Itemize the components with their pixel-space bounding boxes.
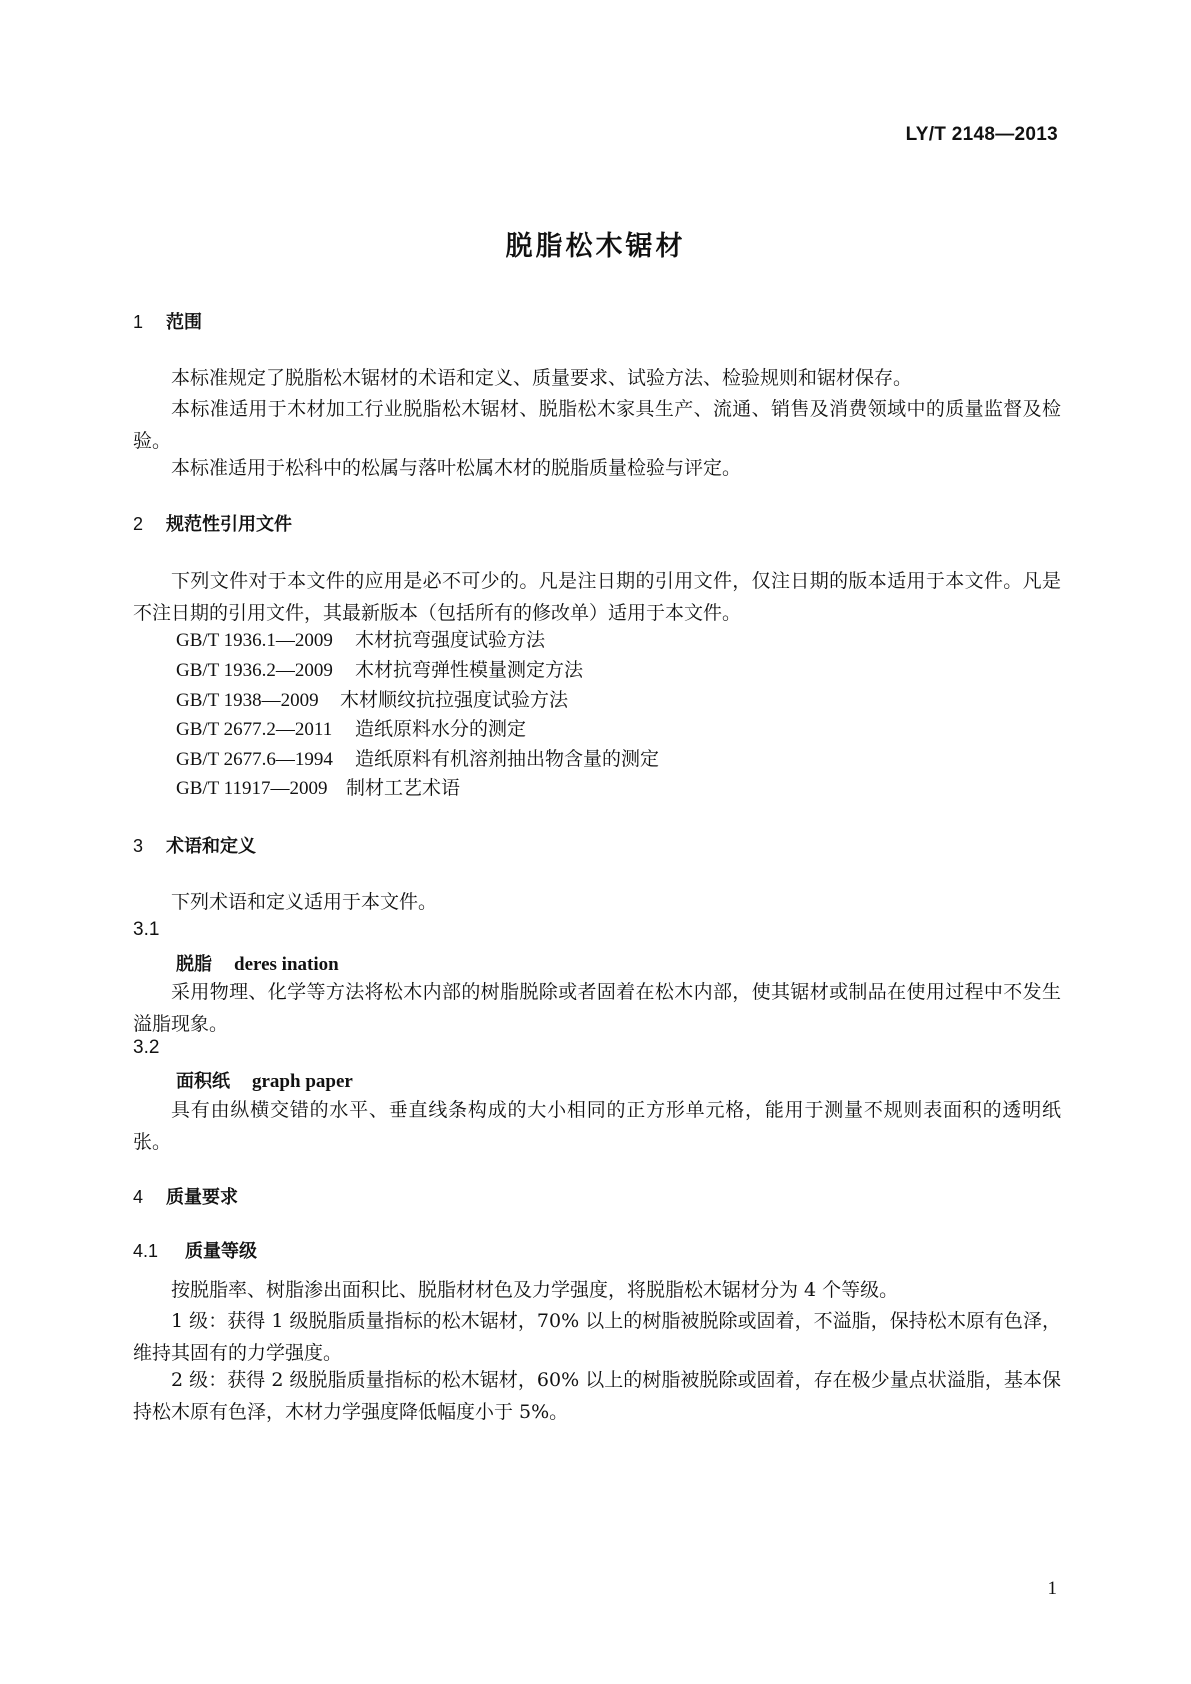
reference-item bbox=[176, 714, 526, 741]
reference-title: 制材工艺术语 bbox=[346, 777, 461, 799]
section-title: 规范性引用文件 bbox=[166, 514, 292, 535]
reference-code: GB/T 1936.2—2009 bbox=[176, 660, 333, 681]
reference-title: 木材顺纹抗拉强度试验方法 bbox=[340, 689, 569, 711]
term-chinese: 面积纸 bbox=[176, 1071, 230, 1092]
paragraph: 2 级：获得 2 级脱脂质量指标的松木锯材，60% 以上的树脂被脱除或固着，存在极少量点状溢脂，基本保持松木原有色泽，木材力学强度降低幅度小于 5%。 bbox=[133, 1369, 1061, 1423]
subsection-number: 4.1 bbox=[133, 1241, 159, 1261]
reference-code: GB/T 11917—2009 bbox=[176, 778, 328, 799]
reference-item bbox=[176, 685, 568, 712]
paragraph: 下列术语和定义适用于本文件。 bbox=[171, 891, 438, 913]
reference-title: 造纸原料水分的测定 bbox=[355, 718, 527, 740]
paragraph: 本标准适用于松科中的松属与落叶松属木材的脱脂质量检验与评定。 bbox=[171, 457, 742, 479]
standard-code: LY/T 2148—2013 bbox=[905, 124, 1058, 145]
subsection-title: 质量等级 bbox=[185, 1241, 257, 1262]
document-title: 脱脂松木锯材 bbox=[505, 231, 686, 262]
term-entry bbox=[176, 1067, 353, 1093]
term-entry bbox=[176, 950, 339, 976]
page-number: 1 bbox=[1047, 1578, 1057, 1599]
paragraph: 本标准适用于木材加工行业脱脂松木锯材、脱脂松木家具生产、流通、销售及消费领域中的质量监督及检验。 bbox=[133, 398, 1061, 452]
paragraph: 1 级：获得 1 级脱脂质量指标的松木锯材，70% 以上的树脂被脱除或固着，不溢脂，保持松木原有色泽，维持其固有的力学强度。 bbox=[133, 1310, 1061, 1364]
term-english: deres ination bbox=[234, 954, 339, 975]
section-heading-normative-references bbox=[133, 510, 292, 536]
reference-title: 木材抗弯强度试验方法 bbox=[355, 629, 546, 651]
reference-item bbox=[176, 655, 583, 682]
section-number: 3 bbox=[133, 836, 144, 856]
section-title: 术语和定义 bbox=[166, 836, 256, 857]
section-number: 2 bbox=[133, 514, 144, 534]
reference-code: GB/T 2677.6—1994 bbox=[176, 749, 333, 770]
term-english: graph paper bbox=[252, 1071, 353, 1092]
reference-item bbox=[176, 773, 460, 800]
section-number: 1 bbox=[133, 312, 144, 332]
term-definition: 采用物理、化学等方法将松木内部的树脂脱除或者固着在松木内部，使其锯材或制品在使用过程中不发生溢脂现象。 bbox=[133, 981, 1061, 1035]
subsection-heading-quality-grade bbox=[133, 1237, 257, 1263]
section-number: 4 bbox=[133, 1187, 144, 1207]
paragraph: 下列文件对于本文件的应用是必不可少的。凡是注日期的引用文件，仅注日期的版本适用于本文件。凡是不注日期的引用文件，其最新版本（包括所有的修改单）适用于本文件。 bbox=[133, 570, 1061, 624]
section-heading-quality-requirements bbox=[133, 1183, 238, 1209]
reference-title: 木材抗弯弹性模量测定方法 bbox=[355, 659, 584, 681]
term-definition: 具有由纵横交错的水平、垂直线条构成的大小相同的正方形单元格，能用于测量不规则表面积的透明纸张。 bbox=[133, 1099, 1061, 1153]
reference-code: GB/T 1936.1—2009 bbox=[176, 630, 333, 651]
paragraph: 按脱脂率、树脂渗出面积比、脱脂材材色及力学强度，将脱脂松木锯材分为 4 个等级。 bbox=[171, 1279, 899, 1301]
reference-item bbox=[176, 625, 545, 652]
reference-item bbox=[176, 744, 659, 771]
term-number: 3.2 bbox=[133, 1037, 160, 1058]
term-number: 3.1 bbox=[133, 919, 160, 940]
paragraph: 本标准规定了脱脂松木锯材的术语和定义、质量要求、试验方法、检验规则和锯材保存。 bbox=[171, 367, 913, 389]
section-title: 范围 bbox=[166, 312, 202, 333]
reference-code: GB/T 1938—2009 bbox=[176, 690, 319, 711]
section-heading-scope bbox=[133, 308, 202, 334]
reference-title: 造纸原料有机溶剂抽出物含量的测定 bbox=[355, 748, 660, 770]
term-chinese: 脱脂 bbox=[176, 954, 212, 975]
reference-code: GB/T 2677.2—2011 bbox=[176, 719, 333, 740]
section-title: 质量要求 bbox=[166, 1187, 238, 1208]
section-heading-terms-definitions bbox=[133, 832, 256, 858]
